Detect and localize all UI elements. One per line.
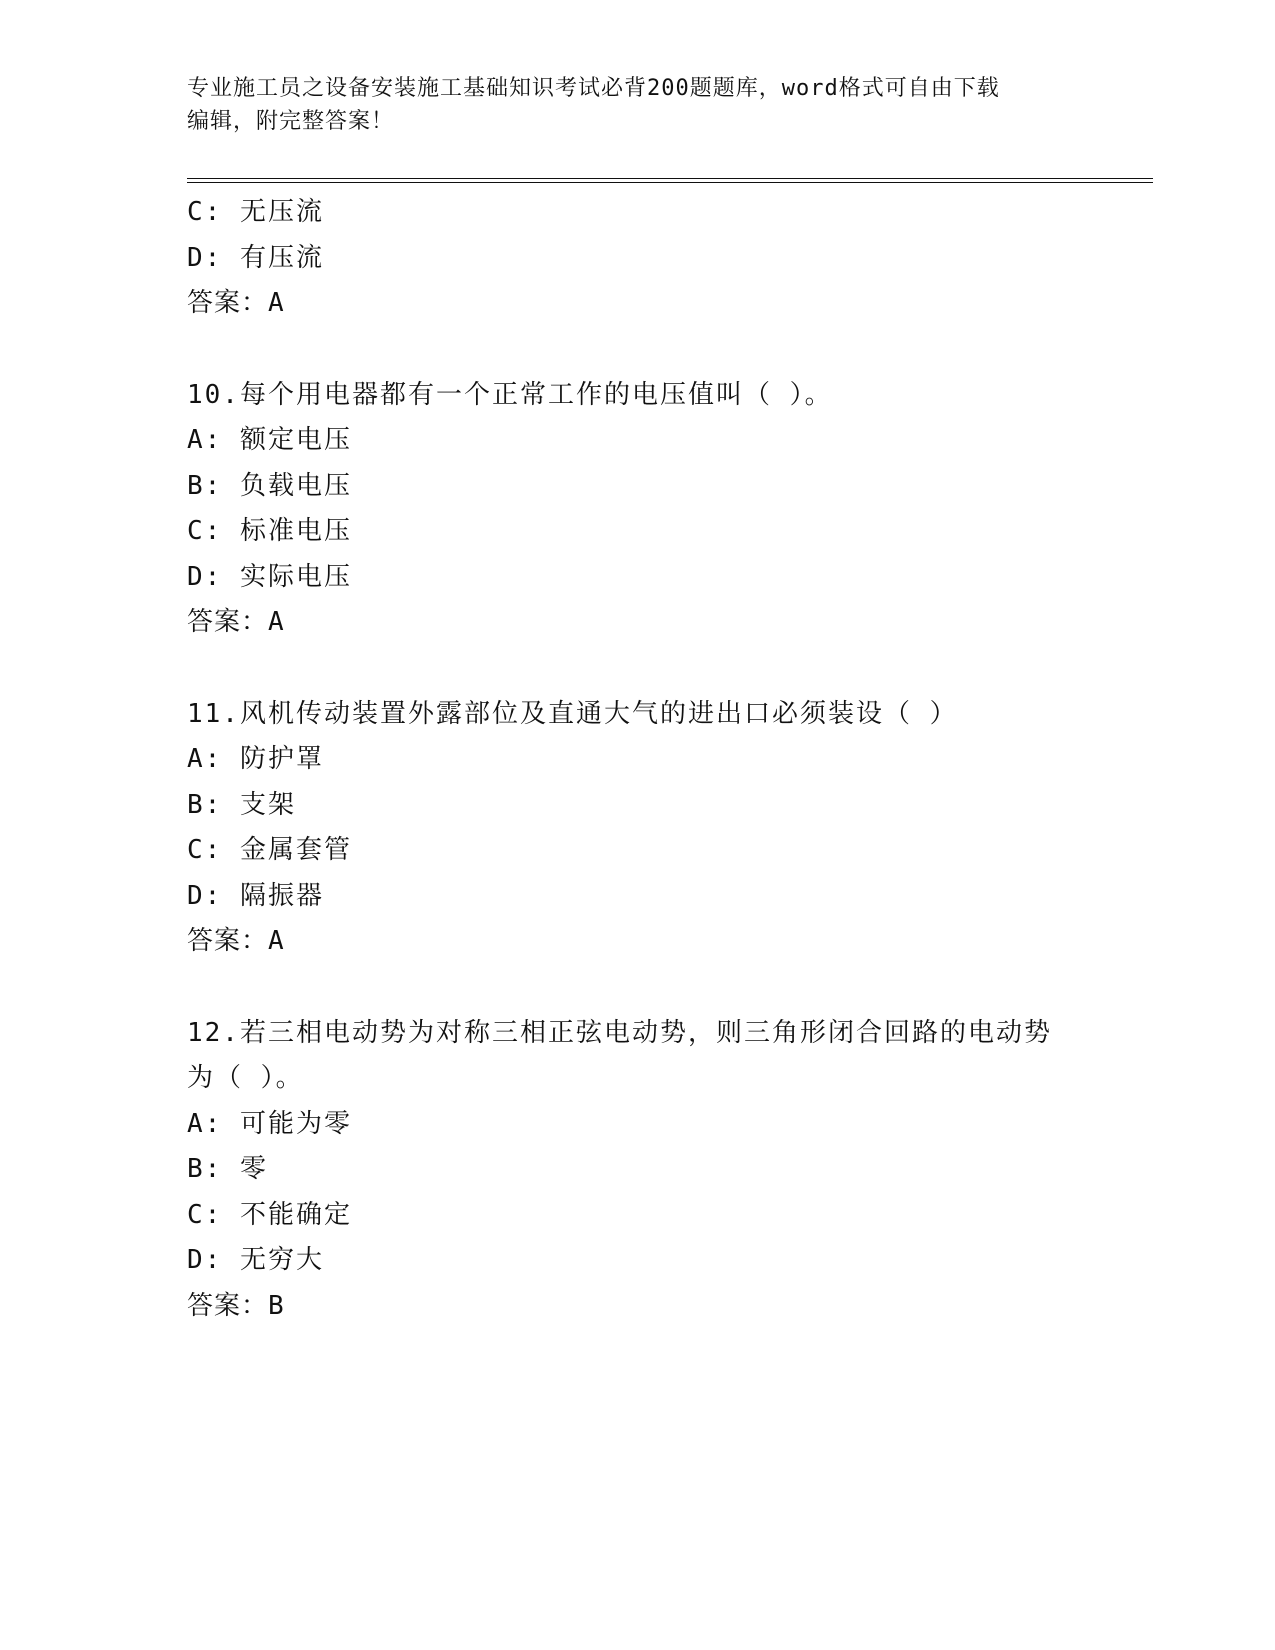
answer: 答案：A <box>187 288 285 318</box>
answer: 答案：B <box>187 1290 285 1321</box>
option-c: C: 金属套管 <box>187 835 352 865</box>
question-10 <box>187 373 1117 646</box>
option-d: D: 有压流 <box>187 242 324 273</box>
header-divider-bottom <box>187 182 1153 183</box>
spacer <box>187 965 1117 1011</box>
header-line-2: 编辑，附完整答案！ <box>187 109 395 134</box>
option-b: B: 零 <box>187 1154 268 1184</box>
question-list <box>187 190 1117 1329</box>
option-b: B: 支架 <box>187 789 296 820</box>
question-text: 11.风机传动装置外露部位及直通大气的进出口必须装设（ ） <box>187 698 958 729</box>
header-line-1: 专业施工员之设备安装施工基础知识考试必背200题题库，word格式可自由下载 <box>187 76 1000 101</box>
option-c: C: 不能确定 <box>187 1199 352 1230</box>
option-c: C: 无压流 <box>187 197 324 227</box>
question-text-line-1: 12.若三相电动势为对称三相正弦电动势，则三角形闭合回路的电动势 <box>187 1017 1052 1048</box>
option-b: B: 负载电压 <box>187 470 352 501</box>
option-d: D: 实际电压 <box>187 561 352 592</box>
document-header <box>187 72 1087 138</box>
option-d: D: 无穷大 <box>187 1245 324 1275</box>
question-9-fragment <box>187 190 1117 327</box>
option-d: D: 隔振器 <box>187 880 324 911</box>
option-c: C: 标准电压 <box>187 516 352 546</box>
spacer <box>187 646 1117 692</box>
header-divider-top <box>187 178 1153 179</box>
question-text: 10.每个用电器都有一个正常工作的电压值叫（ ）。 <box>187 379 833 410</box>
spacer <box>187 327 1117 373</box>
answer: 答案：A <box>187 607 285 637</box>
answer: 答案：A <box>187 926 285 956</box>
option-a: A: 额定电压 <box>187 425 352 455</box>
question-12 <box>187 1011 1117 1330</box>
question-11 <box>187 692 1117 965</box>
option-a: A: 防护罩 <box>187 744 324 774</box>
question-text-line-2: 为（ ）。 <box>187 1063 304 1093</box>
option-a: A: 可能为零 <box>187 1108 352 1139</box>
